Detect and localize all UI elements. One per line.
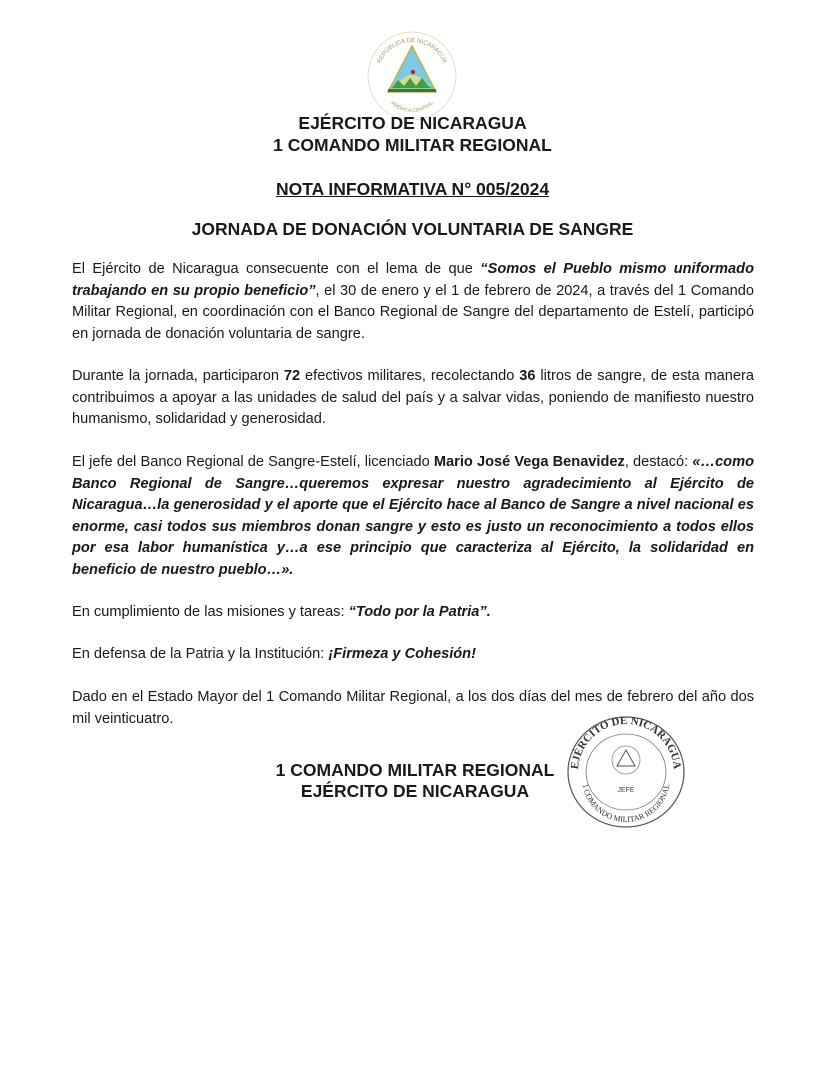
paragraph-defense <box>72 644 754 666</box>
seal-bottom-text: AMÉRICA CENTRAL <box>389 100 435 115</box>
p2-participants-count: 72 <box>283 368 301 384</box>
paragraph-quote <box>72 452 754 581</box>
stamp-center-text: JEFE <box>617 787 635 794</box>
p3-text-b: , destacó: <box>624 454 693 470</box>
p3-person-name: Mario José Vega Benavidez <box>433 454 625 470</box>
signature-command: 1 COMANDO MILITAR REGIONAL <box>275 760 555 780</box>
p1-text-b: , el 30 de enero y el 1 de febrero de 2024, a través del 1 Comando Militar Regional, en coordinación con el Banco Regional de Sangre del departamento de Estelí, participó en jornada de donación voluntaria de sangre. <box>72 282 754 342</box>
paragraph-mission <box>72 602 754 624</box>
document-number <box>0 178 825 200</box>
document-title: JORNADA DE DONACIÓN VOLUNTARIA DE SANGRE <box>191 219 634 239</box>
svg-text:EJÉRCITO DE NICARAGUA <box>569 715 683 770</box>
p2-text-c: litros de sangre, de esta manera contribuimos a apoyar a las unidades de salud del país y a salvar vidas, poniendo de manifiesto nuestro humanismo, solidaridad y generosidad. <box>72 368 754 427</box>
document-number-text: NOTA INFORMATIVA N° 005/2024 <box>275 179 550 199</box>
header-army-name: EJÉRCITO DE NICARAGUA <box>298 113 527 133</box>
p3-text-a: El jefe del Banco Regional de Sangre-Estelí, licenciado <box>72 454 434 470</box>
official-stamp-icon <box>564 712 688 830</box>
paragraph-intro <box>72 259 754 345</box>
p2-text-a: Durante la jornada, participaron <box>72 368 284 384</box>
paragraph-results <box>72 366 754 431</box>
p5-motto: ¡Firmeza y Cohesión! <box>328 646 476 662</box>
p1-text-a: El Ejército de Nicaragua consecuente con el lema de que <box>72 261 481 277</box>
p4-motto: “Todo por la Patria”. <box>348 604 491 620</box>
paragraph-date: Dado en el Estado Mayor del 1 Comando Militar Regional, a los dos días del mes de febrero del año dos mil veinticuatro. <box>72 689 754 727</box>
p5-text: En defensa de la Patria y la Institución: <box>72 646 329 662</box>
signature-army: EJÉRCITO DE NICARAGUA <box>300 781 530 801</box>
nicaragua-coat-of-arms-icon <box>366 30 458 122</box>
p2-text-b: efectivos militares, recolectando <box>300 368 520 384</box>
p4-text: En cumplimiento de las misiones y tareas: <box>72 604 349 620</box>
p1-motto: “Somos el Pueblo mismo uniformado trabajando en su propio beneficio” <box>72 261 754 299</box>
p2-liters-count: 36 <box>519 368 536 384</box>
stamp-bottom-text: 1 COMANDO MILITAR REGIONAL <box>580 783 672 825</box>
p3-quote: «…como Banco Regional de Sangre…queremos expresar nuestro agradecimiento al Ejército de Nicaragua…la generosidad y el aporte que el Ejército hace al Banco de Sangre a nivel nacional es enorme, casi todos sus miembros donan sangre y esto es justo un reconocimiento a todos ellos por esa labor humanística y…a ese principio que caracteriza al Ejército, la solidaridad en beneficio de nuestro pueblo…». <box>72 454 754 578</box>
seal-top-text: REPÚBLICA DE NICARAGUA <box>376 37 448 65</box>
stamp-top-text: EJÉRCITO DE NICARAGUA <box>569 714 684 770</box>
header-command-name: 1 COMANDO MILITAR REGIONAL <box>273 135 552 155</box>
